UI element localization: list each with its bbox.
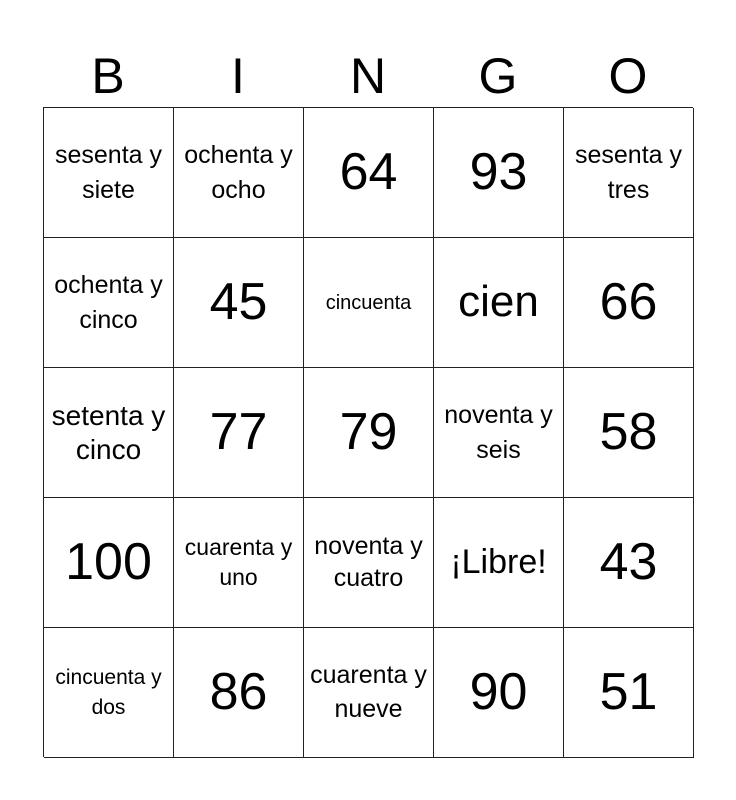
bingo-cell-b5[interactable] [44, 628, 174, 758]
bingo-cell-i3[interactable] [174, 368, 304, 498]
cell-text: 58 [599, 402, 658, 461]
cell-text: cuarenta y uno [184, 533, 293, 590]
cell-text: sesenta y tres [574, 140, 682, 204]
bingo-card [43, 107, 693, 757]
cell-text: 86 [209, 662, 268, 721]
cell-text: 90 [469, 662, 528, 721]
cell-text: cincuenta [325, 291, 412, 314]
header-letter-i: I [231, 48, 245, 104]
cell-text: 93 [469, 142, 528, 201]
bingo-cell-n1[interactable] [304, 108, 434, 238]
bingo-cell-o5[interactable] [564, 628, 694, 758]
bingo-cell-o1[interactable] [564, 108, 694, 238]
bingo-cell-i1[interactable] [174, 108, 304, 238]
cell-text: sesenta y siete [54, 140, 162, 204]
header-letter-o: O [608, 48, 648, 104]
bingo-cell-b2[interactable] [44, 238, 174, 368]
bingo-cell-n3[interactable] [304, 368, 434, 498]
cell-text: 45 [209, 272, 268, 331]
bingo-cell-i2[interactable] [174, 238, 304, 368]
cell-text: cuarenta y nueve [310, 660, 427, 723]
cell-text: noventa y seis [444, 400, 553, 464]
bingo-cell-b4[interactable] [44, 498, 174, 628]
bingo-header [43, 46, 693, 106]
cell-text: setenta y cinco [51, 399, 166, 465]
bingo-cell-g1[interactable] [434, 108, 564, 238]
cell-text: 79 [339, 402, 398, 461]
bingo-cell-n2[interactable] [304, 238, 434, 368]
cell-text: 66 [599, 272, 658, 331]
bingo-cell-o3[interactable] [564, 368, 694, 498]
cell-text: ochenta y cinco [54, 270, 163, 334]
cell-text: 100 [65, 532, 152, 591]
bingo-cell-g2[interactable] [434, 238, 564, 368]
bingo-cell-g5[interactable] [434, 628, 564, 758]
cell-text: cincuenta y dos [55, 666, 162, 719]
bingo-cell-g4-free[interactable] [434, 498, 564, 628]
bingo-cell-n4[interactable] [304, 498, 434, 628]
bingo-cell-g3[interactable] [434, 368, 564, 498]
bingo-cell-o2[interactable] [564, 238, 694, 368]
bingo-cell-b1[interactable] [44, 108, 174, 238]
bingo-cell-o4[interactable] [564, 498, 694, 628]
bingo-cell-i4[interactable] [174, 498, 304, 628]
bingo-cell-i5[interactable] [174, 628, 304, 758]
cell-text: 77 [209, 402, 268, 461]
cell-text: 43 [599, 532, 658, 591]
header-letter-b: B [91, 48, 125, 104]
cell-text: cien [458, 277, 539, 327]
bingo-cell-b3[interactable] [44, 368, 174, 498]
cell-text: noventa y cuatro [314, 532, 423, 592]
bingo-cell-n5[interactable] [304, 628, 434, 758]
free-space-text: ¡Libre! [450, 542, 547, 581]
header-letter-g: G [478, 48, 518, 104]
cell-text: ochenta y ocho [184, 140, 293, 204]
header-letter-n: N [349, 48, 387, 104]
cell-text: 51 [599, 662, 658, 721]
cell-text: 64 [339, 142, 398, 201]
